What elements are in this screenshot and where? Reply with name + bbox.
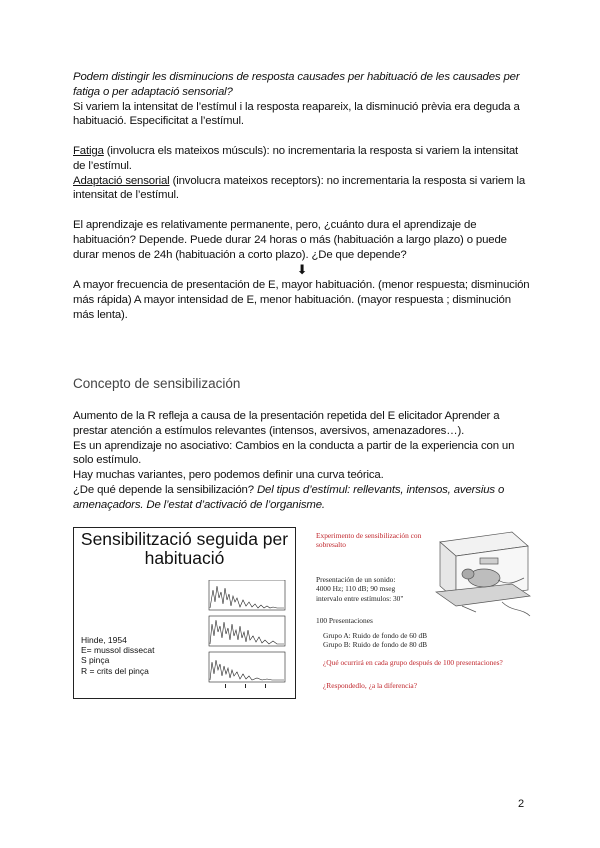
stimulus-info-line: 4000 Hz; 110 dB; 90 mseg [316, 584, 396, 594]
axis-tick [245, 684, 246, 688]
distinction-answer: Si variem la intensitat de l’estímul i la resposta reapareix, la disminució prèvia era deguda a habituació. Especificitat a l’estímul. [73, 100, 520, 128]
slide-title-line2: habituació [144, 548, 225, 568]
trace-line [210, 586, 284, 608]
distinction-question: Podem distingir les disminucions de resposta causades per habituació de les causades per fatiga o per adaptació sensorial? [73, 71, 520, 98]
sensitization-answer: Del tipus d’estímul: rellevants, intensos, aversius o amenaçadors. De l’estat d’activació de l’organisme. [73, 483, 505, 511]
sensitization-slide [73, 527, 296, 699]
response-traces-image [207, 580, 287, 690]
experiment-heading: Experimento de sensibilización con sobresalto [316, 531, 422, 549]
habituation-section [73, 70, 531, 323]
speaker-box [480, 558, 498, 564]
fatiga-text: (involucra els mateixos músculs): no incrementaria la resposta si variem la intensitat de l’estímul. [73, 144, 519, 172]
down-arrow-icon: ⬇ [296, 262, 308, 278]
sensitization-p2: Es un aprendizaje no asociativo: Cambios en la conducta a partir de la experiencia con un solo estímulo. [73, 439, 515, 467]
sensitization-section [73, 409, 531, 513]
group-item: Grupo A: Ruido de fondo de 60 dB [323, 631, 428, 640]
group-list [323, 631, 427, 650]
slide-title [74, 530, 295, 568]
presentations-count: 100 Presentaciones [316, 616, 373, 625]
legend-line: E= mussol dissecat [81, 645, 155, 656]
sensitization-question: ¿De qué depende la sensibilización? [73, 483, 257, 496]
fatiga-paragraph [73, 144, 531, 174]
stimulus-info-line: intervalo entre estímulos: 30" [316, 593, 404, 603]
group-item: Grupo B: Ruido de fondo de 80 dB [323, 640, 428, 650]
startle-chamber-image [432, 520, 532, 620]
slide-title-line1: Sensibilització seguida per [80, 529, 289, 549]
legend-line: R = crits del pinça [81, 665, 149, 676]
frequency-paragraph: A mayor frecuencia de presentación de E, mayor habituación. (menor respuesta; disminución más rápida) A mayor intensidad de E, menor habituación. (mayor respuesta ; disminución más lenta). [73, 279, 530, 321]
axis-tick [225, 684, 226, 688]
page-number: 2 [518, 798, 525, 810]
trace-line [210, 660, 284, 680]
sensitization-p3: Hay muchas variantes, pero podemos definir una curva teórica. [73, 469, 384, 482]
trace-panel-frame [209, 580, 285, 610]
duration-paragraph: El aprendizaje es relativamente permanente, pero, ¿cuánto dura el aprendizaje de habituación? Depende. Puede durar 24 horas o más (habituación a largo plazo) o puede durar menos de 24h (habituación a corto plazo). ¿De que depende? [73, 218, 507, 261]
stimulus-info [316, 575, 403, 603]
legend-line: Hinde, 1954 [81, 635, 127, 645]
experiment-question: ¿Qué ocurrirá en cada grupo después de 100 presentaciones? [323, 658, 503, 667]
sensitization-p1: Aumento de la R refleja a causa de la presentación repetida del E elicitador Aprender a prestar atención a estímulos relevantes (intensos, aversivos, amenazadores…). [73, 410, 500, 437]
section-heading: Concepto de sensibilización [73, 376, 241, 391]
adaptacio-term: Adaptació sensorial [73, 174, 170, 187]
legend-line: S pinça [81, 655, 110, 666]
sensor-cable [502, 602, 530, 616]
rat-head [462, 569, 474, 579]
stimulus-info-line: Presentación de un sonido: [316, 575, 396, 584]
slide-legend [81, 635, 154, 676]
axis-tick [265, 684, 266, 688]
sensitization-p4 [73, 483, 531, 513]
base-label-line [462, 606, 476, 612]
fatiga-term: Fatiga [73, 144, 104, 157]
adaptacio-text: (involucra mateixos receptors): no incrementaria la resposta si variem la intensitat de l’estímul. [73, 174, 526, 202]
experiment-answer-prompt: ¿Respondedlo, ¿a la diferencia? [323, 681, 417, 690]
adaptacio-paragraph [73, 174, 531, 204]
trace-line [210, 620, 284, 644]
